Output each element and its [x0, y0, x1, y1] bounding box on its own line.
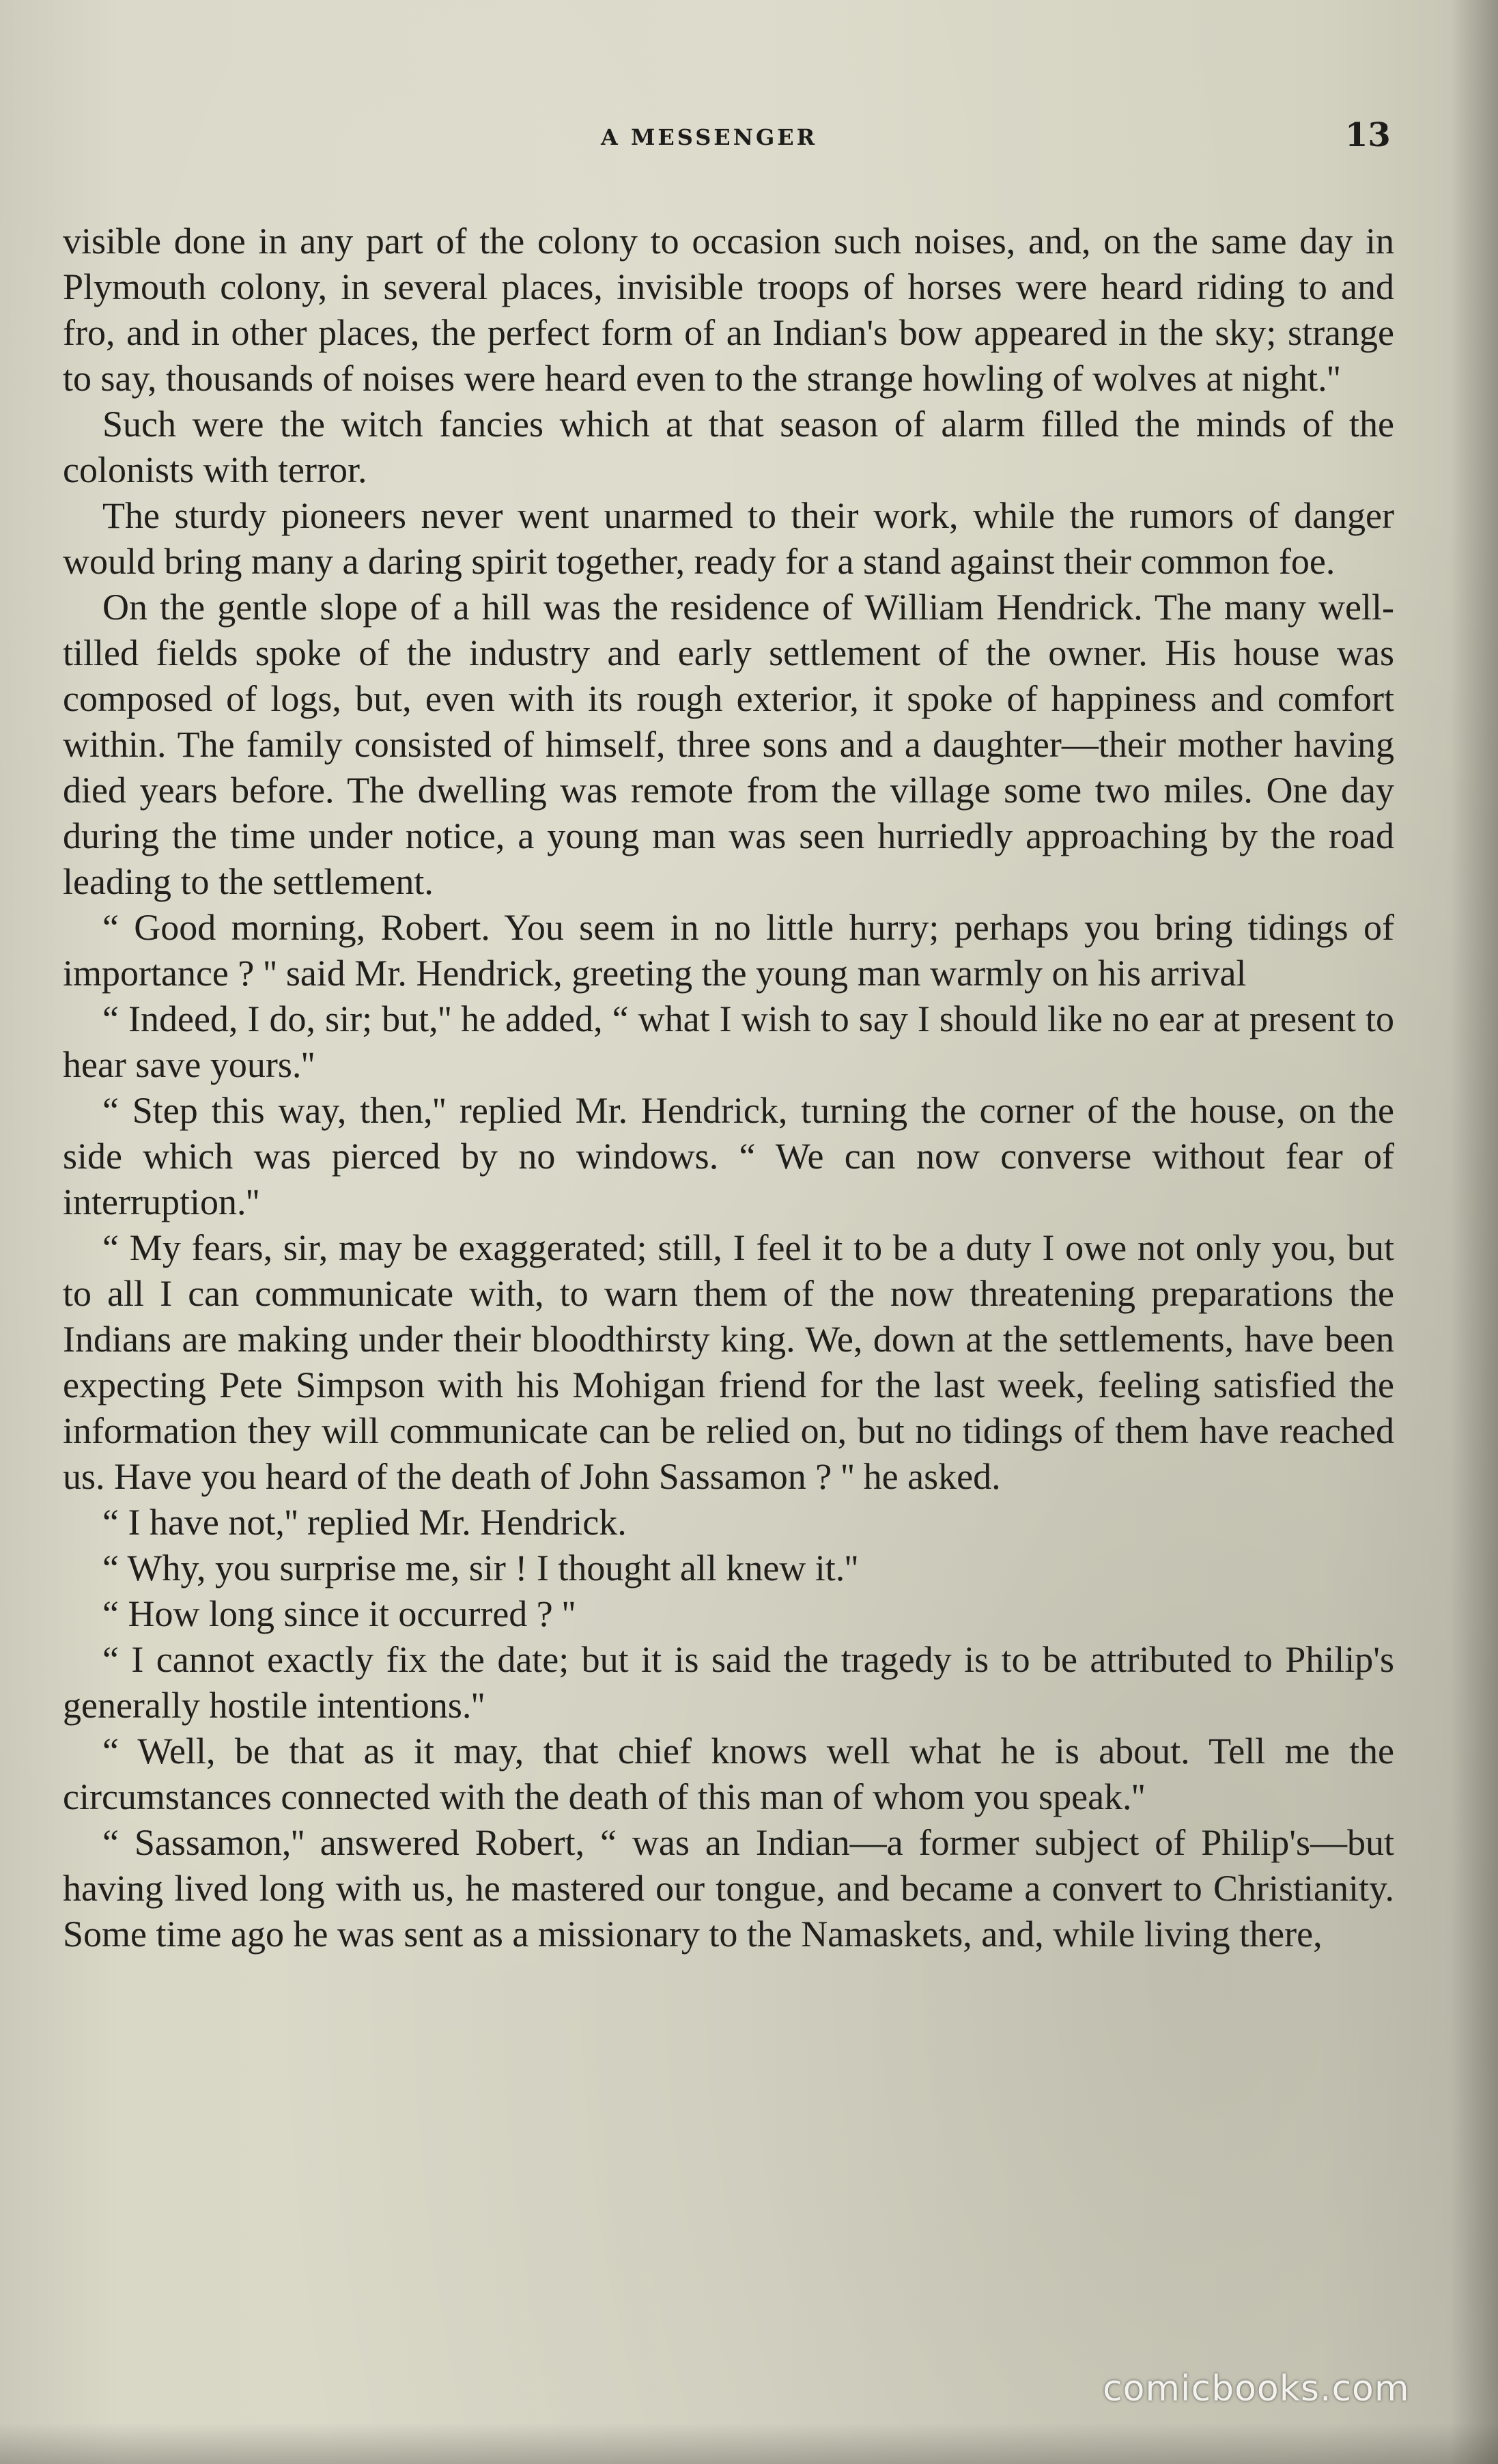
- paragraph: “ I cannot exactly fix the date; but it is said the tragedy is to be attributed to Philip's generally hostile intentions.'': [63, 1639, 1394, 1726]
- paragraph: On the gentle slope of a hill was the residence of William Hendrick. The many well-tilled fields spoke of the industry and early settlement of the owner. His house was composed of logs, but, even with its rough exterior, it spoke of happiness and comfort within. The family consisted of himself, three sons and a daughter—their mother having died years before. The dwelling was remote from the village some two miles. One day during the time under notice, a young man was seen hurriedly approaching by the road leading to the settlement.: [63, 587, 1394, 902]
- page-edge-shadow: [1450, 0, 1498, 2464]
- paragraph: “ I have not,'' replied Mr. Hendrick.: [102, 1502, 627, 1543]
- paragraph: Such were the witch fancies which at that season of alarm filled the minds of the colonists with terror.: [63, 404, 1394, 490]
- paragraph: “ Indeed, I do, sir; but,'' he added, “ what I wish to say I should like no ear at present to hear save yours.'': [63, 998, 1394, 1085]
- watermark: comicbooks.com: [1103, 2368, 1410, 2409]
- page-bottom-shadow: [0, 2423, 1498, 2464]
- paragraph: “ How long since it occurred ? '': [102, 1593, 576, 1634]
- paragraph: visible done in any part of the colony to occasion such noises, and, on the same day in Plymouth colony, in several places, invisible troops of horses were heard riding to and fro, and in other places, the perfect form of an Indian's bow appeared in the sky; strange to say, thousands of noises were heard even to the strange howling of wolves at night.'': [63, 221, 1394, 399]
- paragraph: “ Why, you surprise me, sir ! I thought all knew it.'': [102, 1548, 858, 1588]
- paragraph: The sturdy pioneers never went unarmed to their work, while the rumors of danger would bring many a daring spirit together, ready for a stand against their common foe.: [63, 495, 1394, 582]
- paragraph: “ Step this way, then,'' replied Mr. Hendrick, turning the corner of the house, on the side which was pierced by no windows. “ We can now converse without fear of interruption.'': [63, 1090, 1394, 1222]
- page-number: 13: [1345, 116, 1391, 154]
- body-text: [63, 219, 1394, 1957]
- running-head: A MESSENGER: [601, 124, 818, 150]
- page-header: [0, 116, 1498, 163]
- paragraph: “ Good morning, Robert. You seem in no little hurry; perhaps you bring tidings of importance ? '' said Mr. Hendrick, greeting the young man warmly on his arrival: [63, 907, 1394, 994]
- paragraph: “ Sassamon,'' answered Robert, “ was an Indian—a former subject of Philip's—but having lived long with us, he mastered our tongue, and became a convert to Christianity. Some time ago he was sent as a missionary to the Namaskets, and, while living there,: [63, 1822, 1394, 1955]
- paragraph: “ My fears, sir, may be exaggerated; still, I feel it to be a duty I owe not only you, but to all I can communicate with, to warn them of the now threatening preparations the Indians are making under their bloodthirsty king. We, down at the settlements, have been expecting Pete Simpson with his Mohigan friend for the last week, feeling satisfied the information they will communicate can be relied on, but no tidings of them have reached us. Have you heard of the death of John Sassamon ? '' he asked.: [63, 1227, 1394, 1497]
- paragraph: “ Well, be that as it may, that chief knows well what he is about. Tell me the circumstances connected with the death of this man of whom you speak.'': [63, 1731, 1394, 1817]
